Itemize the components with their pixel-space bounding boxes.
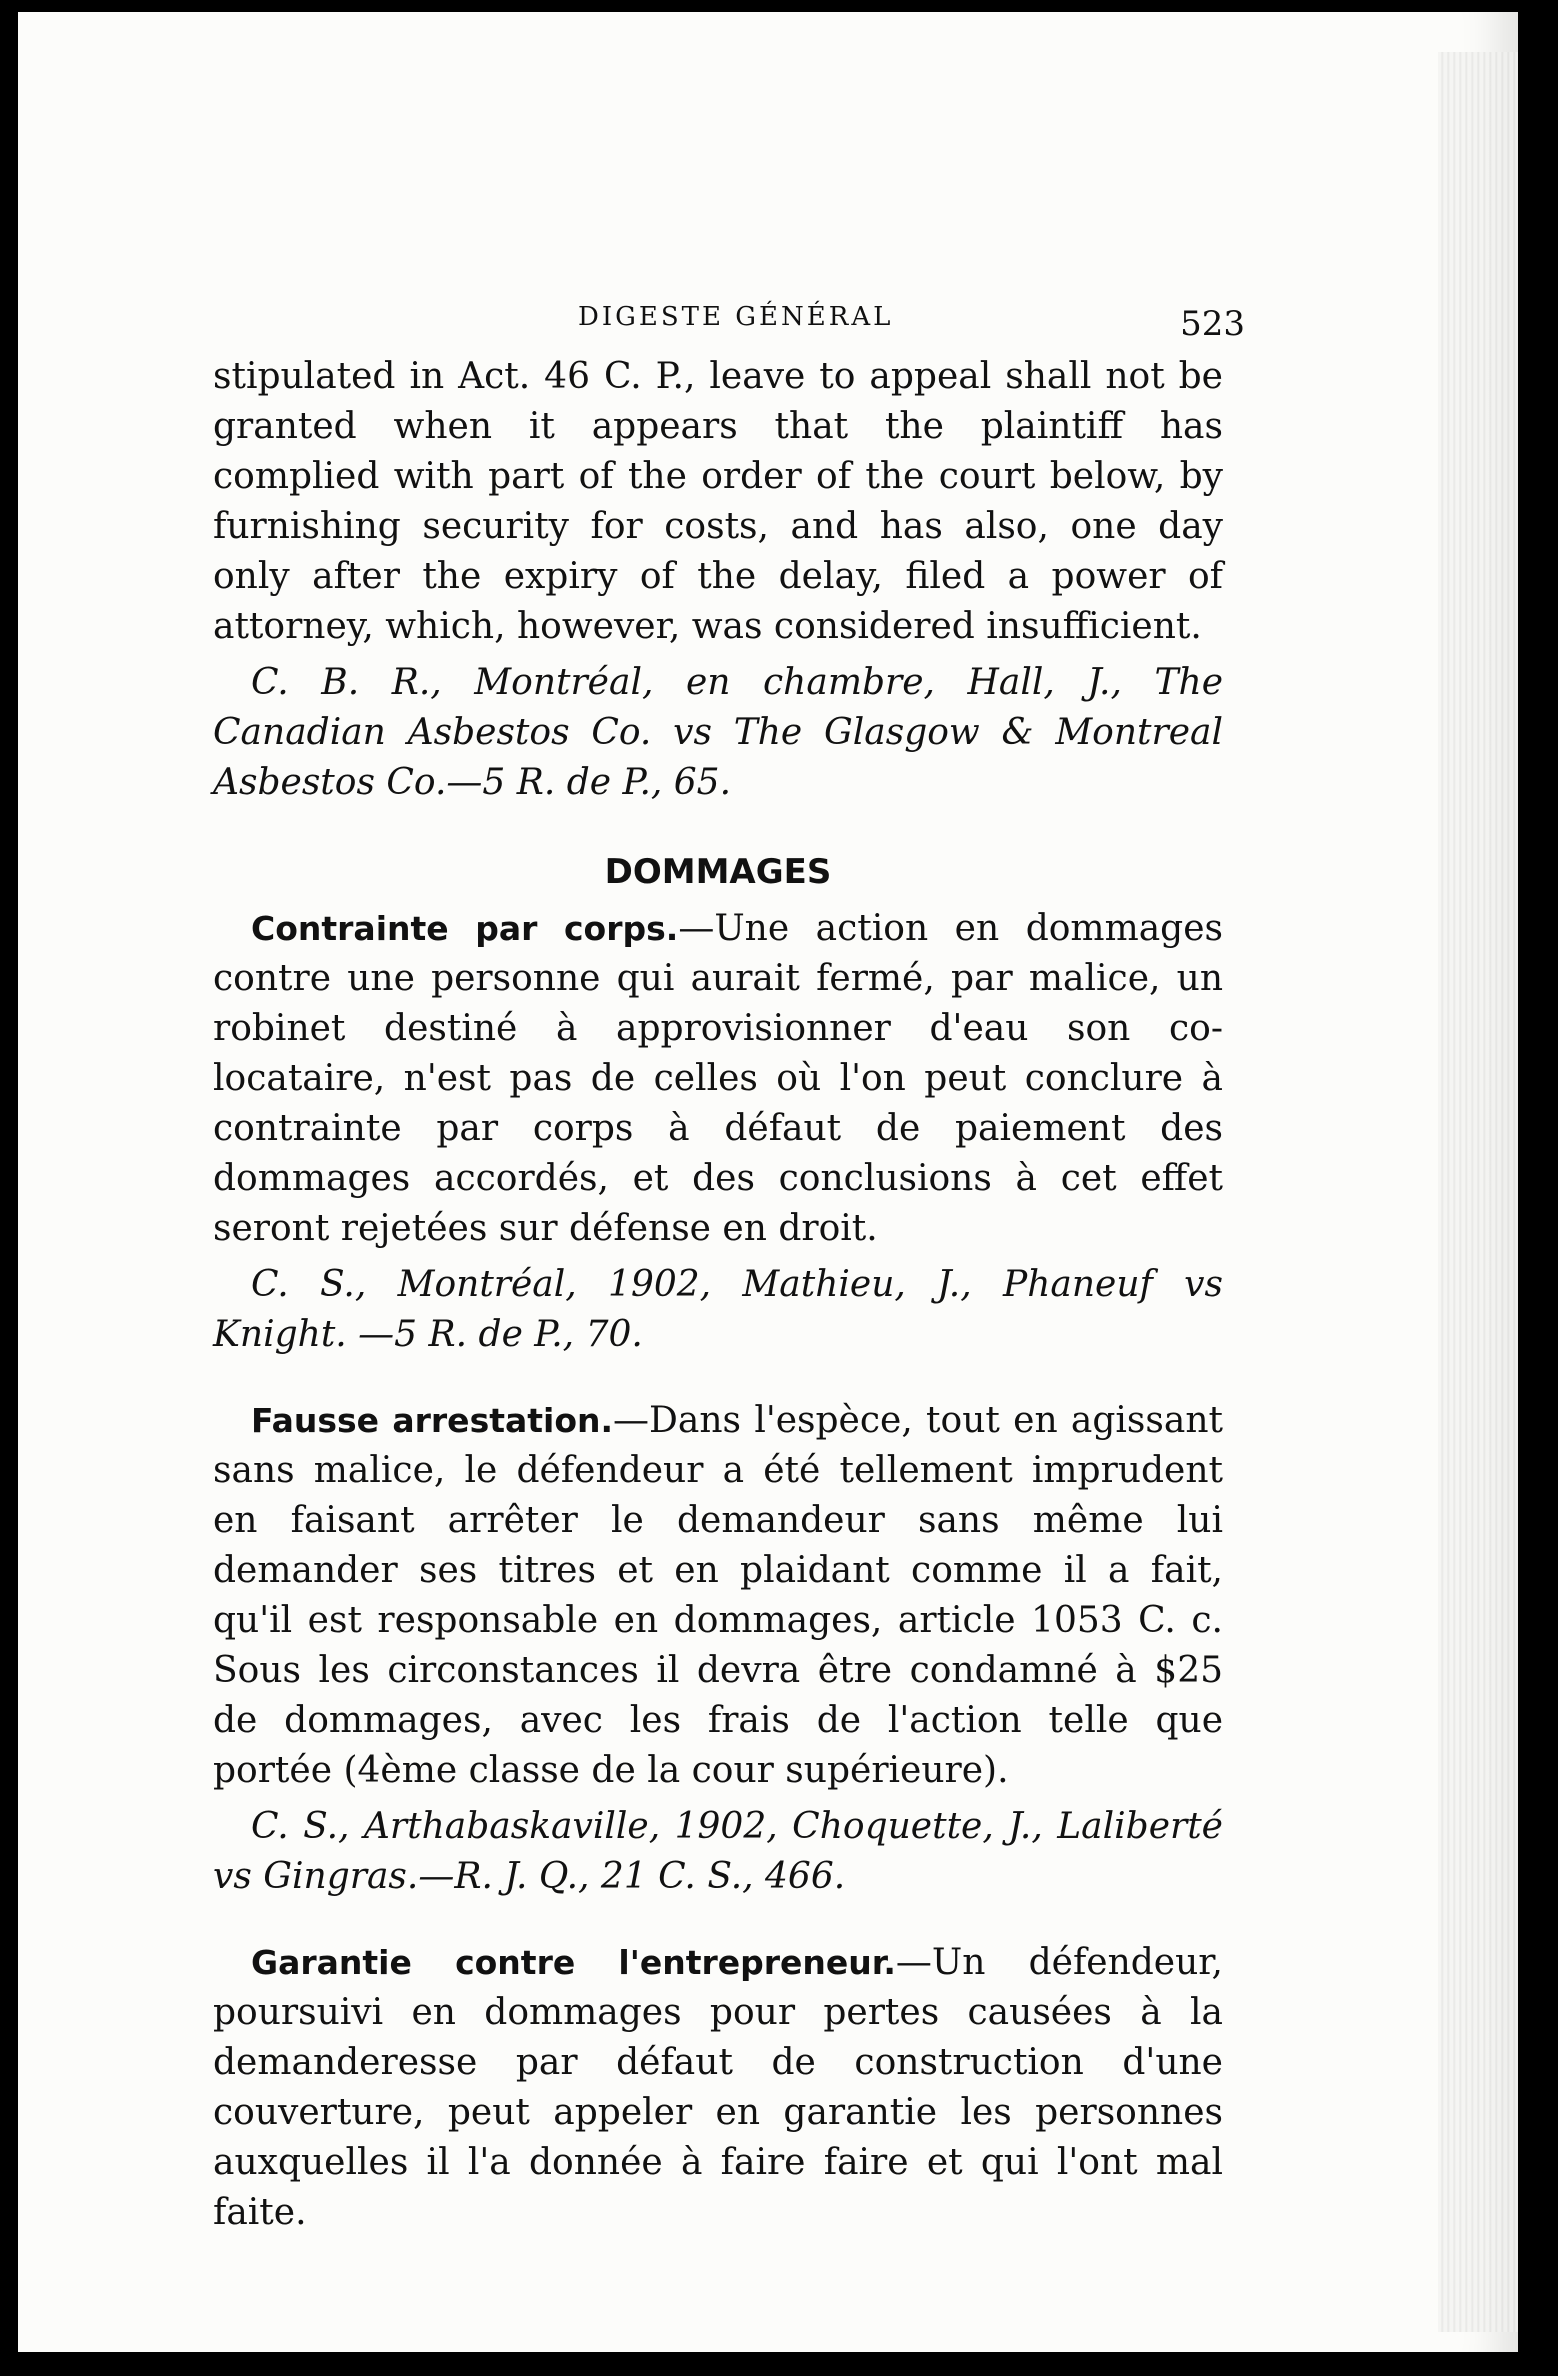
entry-paragraph	[213, 1396, 1223, 1796]
section-heading: DOMMAGES	[604, 852, 832, 892]
entry-fausse-arrestation	[213, 1396, 1223, 1902]
entry-paragraph	[213, 1938, 1223, 2238]
intro-paragraph: stipulated in Act. 46 C. P., leave to appeal shall not be granted when it appears that the plaintiff has complied with part of the order of the court below, by furnishing security for costs, and has also, one day only after the expiry of the delay, filed a power of attorney, which, however, was considered insufficient.	[213, 356, 1223, 647]
page-header	[213, 282, 1245, 352]
entry-text: —Une action en dommages contre une personne qui aurait fermé, par malice, un robinet destiné à approvisionner d'eau son co-locataire, n'est pas de celles où l'on peut conclure à contrainte par corps à défaut de paiement des dommages accordés, et des conclusions à cet effet seront rejetées sur défense en droit.	[213, 908, 1223, 1249]
entry-citation: C. S., Arthabaskaville, 1902, Choquette, J., Laliberté vs Gingras.—R. J. Q., 21 C. S., 466.	[213, 1806, 1223, 1897]
entry-title: Contrainte par corps.	[251, 909, 679, 948]
entry-title: Garantie contre l'entrepreneur.	[251, 1943, 896, 1982]
entry-title: Fausse arrestation.	[251, 1401, 614, 1440]
page-number: 523	[1180, 304, 1245, 344]
entry-text: —Un défendeur, poursuivi en dommages pour pertes causées à la demanderesse par défaut de construction d'une couverture, peut appeler en garantie les personnes auxquelles il l'a donnée à faire faire et qui l'ont mal faite.	[213, 1942, 1223, 2233]
entry-citation: C. S., Montréal, 1902, Mathieu, J., Phaneuf vs Knight. —5 R. de P., 70.	[213, 1264, 1223, 1355]
book-page	[18, 12, 1518, 2352]
page-edge	[1438, 52, 1518, 2332]
intro-citation: C. B. R., Montréal, en chambre, Hall, J., The Canadian Asbestos Co. vs The Glasgow & Montreal Asbestos Co.—5 R. de P., 65.	[213, 662, 1223, 803]
entry-text: —Dans l'espèce, tout en agissant sans malice, le défendeur a été tellement imprudent en faisant arrêter le demandeur sans même lui demander ses titres et en plaidant comme il a fait, qu'il est responsable en dommages, article 1053 C. c. Sous les circonstances il devra être condamné à $25 de dommages, avec les frais de l'action telle que portée (4ème classe de la cour supérieure).	[213, 1400, 1223, 1791]
entry-paragraph	[213, 904, 1223, 1254]
page-content	[213, 282, 1245, 2238]
running-title: DIGESTE GÉNÉRAL	[578, 302, 894, 332]
entry-garantie	[213, 1938, 1223, 2238]
entry-contrainte	[213, 904, 1223, 1360]
